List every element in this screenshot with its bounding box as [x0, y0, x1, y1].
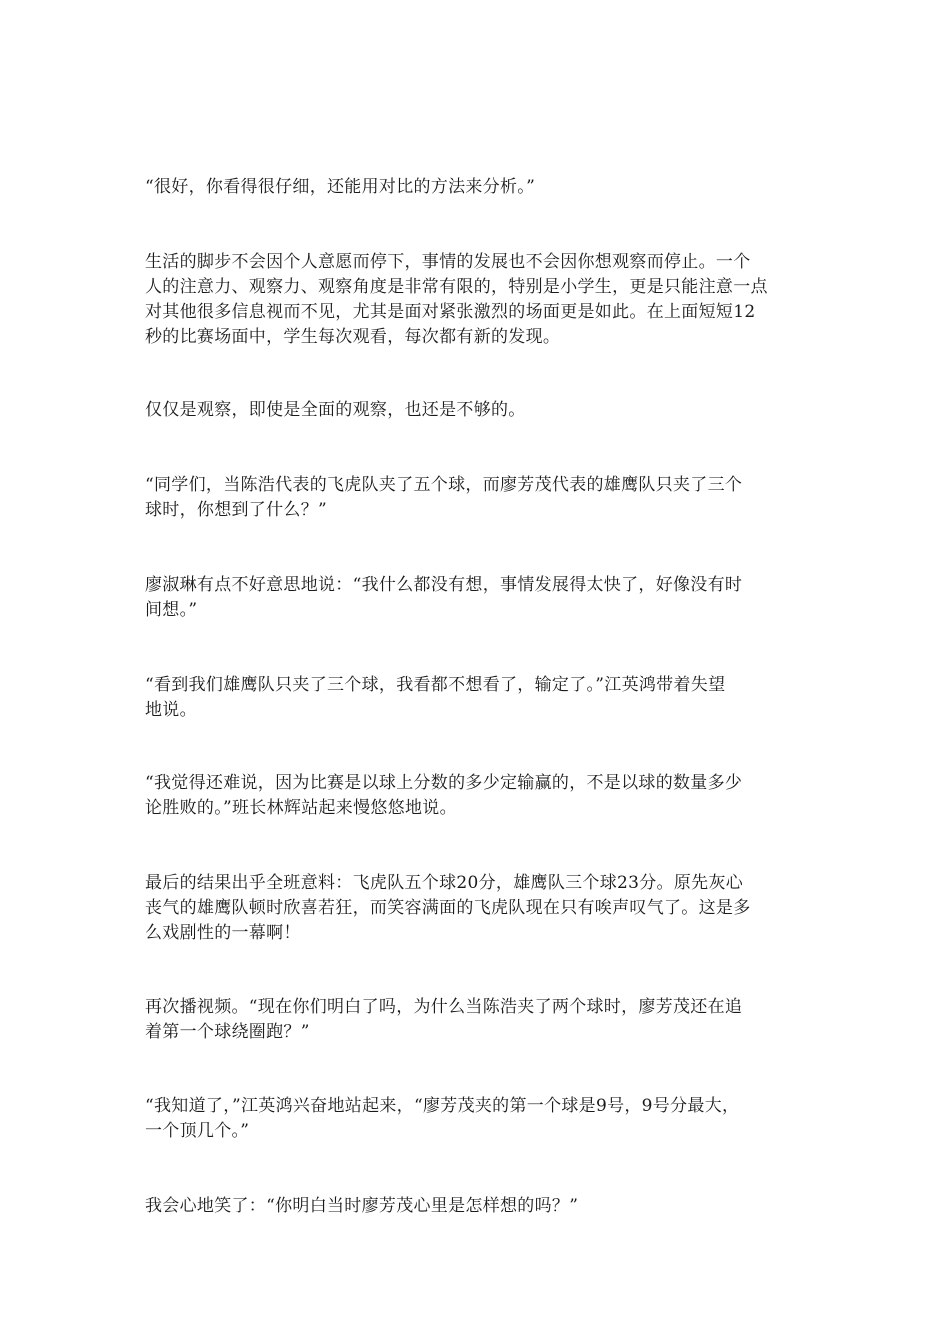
- text-line: 再次播视频。“现在你们明白了吗，为什么当陈浩夹了两个球时，廖芳茂还在追: [145, 997, 743, 1017]
- paragraph: [145, 175, 810, 200]
- text-line: “同学们，当陈浩代表的飞虎队夹了五个球，而廖芳茂代表的雄鹰队只夹了三个: [145, 475, 743, 495]
- text-line: 间想。”: [145, 600, 198, 620]
- text-line: 球时，你想到了什么？”: [145, 500, 327, 520]
- text-line: 对其他很多信息视而不见，尤其是面对紧张激烈的场面更是如此。在上面短短12: [145, 302, 756, 322]
- paragraph: [145, 573, 810, 623]
- text-line: 一个顶几个。”: [145, 1121, 250, 1141]
- text-line: 秒的比赛场面中，学生每次观看，每次都有新的发现。: [145, 327, 561, 347]
- text-line: 生活的脚步不会因个人意愿而停下，事情的发展也不会因你想观察而停止。一个: [145, 252, 751, 272]
- text-line: 地说。: [145, 700, 197, 720]
- paragraph: [145, 473, 810, 523]
- text-line: 仅仅是观察，即使是全面的观察，也还是不够的。: [145, 400, 526, 420]
- paragraph: [145, 995, 810, 1045]
- text-line: 丧气的雄鹰队顿时欣喜若狂，而笑容满面的飞虎队现在只有唉声叹气了。这是多: [145, 898, 751, 918]
- text-line: 着第一个球绕圈跑？”: [145, 1022, 310, 1042]
- text-line: “我觉得还难说，因为比赛是以球上分数的多少定输赢的，不是以球的数量多少: [145, 773, 743, 793]
- text-line: “看到我们雄鹰队只夹了三个球，我看都不想看了，输定了。”江英鸿带着失望: [145, 675, 726, 695]
- text-line: “我知道了，”江英鸿兴奋地站起来，“廖芳茂夹的第一个球是9号，9号分最大，: [145, 1096, 740, 1116]
- paragraph: [145, 771, 810, 821]
- paragraph: [145, 398, 810, 423]
- text-line: 论胜败的。”班长林辉站起来慢悠悠地说。: [145, 798, 457, 818]
- text-line: 么戏剧性的一幕啊！: [145, 923, 301, 943]
- text-line: “很好，你看得很仔细，还能用对比的方法来分析。”: [145, 177, 536, 197]
- text-line: 最后的结果出乎全班意料：飞虎队五个球20分，雄鹰队三个球23分。原先灰心: [145, 873, 744, 893]
- text-line: 廖淑琳有点不好意思地说：“我什么都没有想，事情发展得太快了，好像没有时: [145, 575, 743, 595]
- paragraph: [145, 1094, 810, 1144]
- paragraph: [145, 250, 810, 350]
- text-line: 我会心地笑了：“你明白当时廖芳茂心里是怎样想的吗？”: [145, 1196, 579, 1216]
- paragraph: [145, 673, 810, 723]
- paragraph: [145, 871, 810, 946]
- text-line: 人的注意力、观察力、观察角度是非常有限的，特别是小学生，更是只能注意一点: [145, 277, 768, 297]
- paragraph: [145, 1194, 810, 1219]
